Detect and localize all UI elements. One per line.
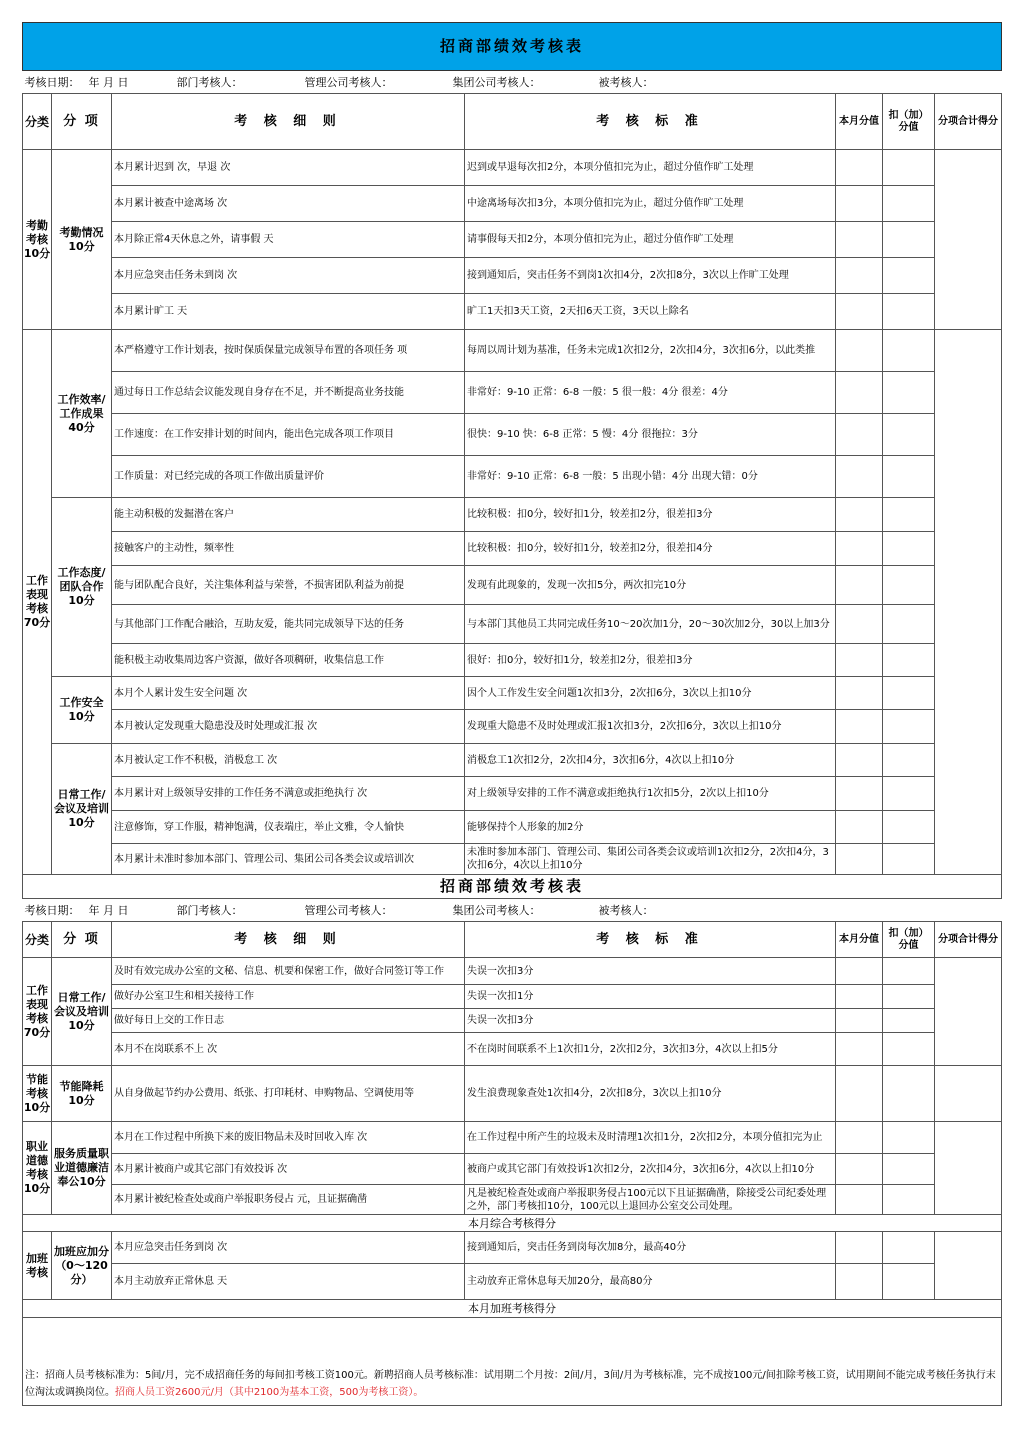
score-cell[interactable]: [836, 294, 883, 330]
header-standard: 考 核 标 准: [465, 94, 836, 150]
standard-cell: 因个人工作发生安全问题1次扣3分，2次扣6分，3次以上扣10分: [465, 677, 836, 710]
score-cell[interactable]: [836, 958, 883, 985]
mgmt-reviewer-label: 管理公司考核人：: [304, 903, 393, 917]
score-cell[interactable]: [836, 1122, 883, 1154]
page-title: 招商部绩效考核表: [23, 23, 1002, 71]
rule-cell: 本月被认定发现重大隐患没及时处理或汇报 次: [112, 710, 465, 744]
deduct-cell[interactable]: [883, 566, 935, 605]
deduct-cell[interactable]: [883, 222, 935, 258]
standard-cell: 接到通知后，突击任务到岗每次加8分，最高40分: [465, 1232, 836, 1264]
standard-cell: 凡是被纪检查处或商户举报职务侵占100元以下且证据确凿，除接受公司纪委处理之外，部门考核扣10分，100元以上退回办公室交公司处理。: [465, 1185, 836, 1215]
rule-cell: 本月应急突击任务未到岗 次: [112, 258, 465, 294]
rule-cell: 本月主动放弃正常休息 天: [112, 1264, 465, 1300]
item-attendance: 考勤情况10分: [52, 150, 112, 330]
deduct-cell[interactable]: [883, 605, 935, 644]
date-value: 年 月 日: [88, 75, 129, 89]
rule-cell: 能与团队配合良好，关注集体利益与荣誉，不损害团队利益为前提: [112, 566, 465, 605]
score-cell[interactable]: [836, 222, 883, 258]
score-cell[interactable]: [836, 414, 883, 456]
date-label: 考核日期：: [24, 75, 80, 89]
rule-cell: 做好办公室卫生和相关接待工作: [112, 985, 465, 1009]
rule-cell: 能积极主动收集周边客户资源，做好各项稠研，收集信息工作: [112, 644, 465, 677]
deduct-cell[interactable]: [883, 644, 935, 677]
rule-cell: 工作速度：在工作安排计划的时间内，能出色完成各项工作项目: [112, 414, 465, 456]
item-ethics: 服务质量职业道德廉洁奉公10分: [52, 1122, 112, 1215]
header-rules: 考 核 细 则: [112, 94, 465, 150]
standard-cell: 非常好：9-10 正常：6-8 一般：5 很一般：4分 很差：4分: [465, 372, 836, 414]
rule-cell: 本月累计被纪检查处或商户举报职务侵占 元，且证据确凿: [112, 1185, 465, 1215]
dept-reviewer-label: 部门考核人：: [176, 903, 243, 917]
category-performance: 工作表现考核70分: [23, 330, 52, 875]
score-cell[interactable]: [836, 372, 883, 414]
rule-cell: 本严格遵守工作计划表，按时保质保量完成领导布置的各项任务 项: [112, 330, 465, 372]
score-cell[interactable]: [836, 566, 883, 605]
deduct-cell[interactable]: [883, 710, 935, 744]
header-category: 分类: [23, 94, 52, 150]
reviewee-label: 被考核人：: [598, 903, 654, 917]
appraisal-sheet: [22, 22, 1001, 1406]
score-cell[interactable]: [836, 1154, 883, 1185]
deduct-cell[interactable]: [883, 1232, 935, 1264]
date-label: 考核日期：: [24, 903, 80, 917]
item-daily: 日常工作/会议及培训10分: [52, 744, 112, 875]
rule-cell: 能主动积极的发掘潜在客户: [112, 498, 465, 532]
rule-cell: 本月除正常4天休息之外，请事假 天: [112, 222, 465, 258]
standard-cell: 被商户或其它部门有效投诉1次扣2分，2次扣4分，3次扣6分，4次以上扣10分: [465, 1154, 836, 1185]
deduct-cell[interactable]: [883, 958, 935, 985]
category-ethics: 职业道德考核10分: [23, 1122, 52, 1215]
score-cell[interactable]: [836, 258, 883, 294]
standard-cell: 消极怠工1次扣2分，2次扣4分，3次扣6分，4次以上扣10分: [465, 744, 836, 777]
header-monthly-score: 本月分值: [836, 922, 883, 958]
standard-cell: 中途离场每次扣3分，本项分值扣完为止，超过分值作旷工处理: [465, 186, 836, 222]
rule-cell: 本月应急突击任务到岗 次: [112, 1232, 465, 1264]
subtotal-cell[interactable]: [935, 1122, 1002, 1215]
deduct-cell[interactable]: [883, 1154, 935, 1185]
item-efficiency: 工作效率/工作成果40分: [52, 330, 112, 498]
header-standard: 考 核 标 准: [465, 922, 836, 958]
rule-cell: 本月不在岗联系不上 次: [112, 1033, 465, 1066]
rule-cell: 本月累计对上级领导安排的工作任务不满意或拒绝执行 次: [112, 777, 465, 811]
mgmt-reviewer-label: 管理公司考核人：: [304, 75, 393, 89]
footnote: [23, 1318, 1002, 1406]
header-subtotal: 分项合计得分: [935, 922, 1002, 958]
standard-cell: 未准时参加本部门、管理公司、集团公司各类会议或培训1次扣2分，2次扣4分，3次扣6分，4次以上扣10分: [465, 844, 836, 875]
deduct-cell[interactable]: [883, 330, 935, 372]
deduct-cell[interactable]: [883, 1122, 935, 1154]
rule-cell: 做好每日上交的工作日志: [112, 1009, 465, 1033]
deduct-cell[interactable]: [883, 811, 935, 844]
standard-cell: 不在岗时间联系不上1次扣1分，2次扣2分，3次扣3分，4次以上扣5分: [465, 1033, 836, 1066]
standard-cell: 失误一次扣3分: [465, 1009, 836, 1033]
header-item: 分 项: [52, 94, 112, 150]
deduct-cell[interactable]: [883, 372, 935, 414]
standard-cell: 与本部门其他员工共同完成任务10～20次加1分，20～30次加2分，30以上加3分: [465, 605, 836, 644]
item-safety: 工作安全10分: [52, 677, 112, 744]
rule-cell: 与其他部门工作配合融洽，互助友爱，能共同完成领导下达的任务: [112, 605, 465, 644]
standard-cell: 发现有此现象的，发现一次扣5分，两次扣完10分: [465, 566, 836, 605]
deduct-cell[interactable]: [883, 258, 935, 294]
deduct-cell[interactable]: [883, 744, 935, 777]
score-cell[interactable]: [836, 1264, 883, 1300]
rule-cell: 本月在工作过程中所换下来的废旧物品未及时回收入库 次: [112, 1122, 465, 1154]
standard-cell: 能够保持个人形象的加2分: [465, 811, 836, 844]
rule-cell: 本月被认定工作不积极，消极怠工 次: [112, 744, 465, 777]
item-attitude: 工作态度/团队合作10分: [52, 498, 112, 677]
standard-cell: 比较积极：扣0分，较好扣1分，较差扣2分，很差扣4分: [465, 532, 836, 566]
header-monthly-score: 本月分值: [836, 94, 883, 150]
rule-cell: 本月累计旷工 天: [112, 294, 465, 330]
category-overtime: 加班考核: [23, 1232, 52, 1300]
score-cell[interactable]: [836, 456, 883, 498]
deduct-cell[interactable]: [883, 186, 935, 222]
subtotal-cell[interactable]: [935, 150, 1002, 330]
score-cell[interactable]: [836, 844, 883, 875]
standard-cell: 非常好：9-10 正常：6-8 一般：5 出现小错：4分 出现大错：0分: [465, 456, 836, 498]
score-cell[interactable]: [836, 677, 883, 710]
subtotal-cell[interactable]: [935, 330, 1002, 875]
info-row: [23, 71, 1002, 94]
deduct-cell[interactable]: [883, 150, 935, 186]
appraisal-table: [22, 22, 1002, 1406]
header-deduct-add: 扣（加）分值: [883, 94, 935, 150]
rule-cell: 工作质量：对已经完成的各项工作做出质量评价: [112, 456, 465, 498]
reviewee-label: 被考核人：: [598, 75, 654, 89]
score-cell[interactable]: [836, 498, 883, 532]
deduct-cell[interactable]: [883, 844, 935, 875]
score-cell[interactable]: [836, 1009, 883, 1033]
deduct-cell[interactable]: [883, 532, 935, 566]
header-subtotal: 分项合计得分: [935, 94, 1002, 150]
standard-cell: 很快：9-10 快：6-8 正常：5 慢：4分 很拖拉：3分: [465, 414, 836, 456]
rule-cell: 本月累计被商户或其它部门有效投诉 次: [112, 1154, 465, 1185]
score-cell[interactable]: [836, 644, 883, 677]
rule-cell: 接触客户的主动性，频率性: [112, 532, 465, 566]
standard-cell: 失误一次扣3分: [465, 958, 836, 985]
score-cell[interactable]: [836, 532, 883, 566]
score-cell[interactable]: [836, 985, 883, 1009]
item-overtime: 加班应加分（0～120分）: [52, 1232, 112, 1300]
page-title-repeat: 招商部绩效考核表: [23, 875, 1002, 899]
deduct-cell[interactable]: [883, 414, 935, 456]
footnote-salary: 招商人员工资2600元/月（其中2100为基本工资，500为考核工资）。: [115, 1387, 424, 1398]
overtime-total-row: 本月加班考核得分: [23, 1300, 1002, 1318]
standard-cell: 比较积极：扣0分，较好扣1分，较差扣2分，很差扣3分: [465, 498, 836, 532]
info-row-repeat: [23, 899, 1002, 922]
standard-cell: 每周以周计划为基准，任务未完成1次扣2分，2次扣4分，3次扣6分，以此类推: [465, 330, 836, 372]
dept-reviewer-label: 部门考核人：: [176, 75, 243, 89]
rule-cell: 本月累计未准时参加本部门、管理公司、集团公司各类会议或培训次: [112, 844, 465, 875]
deduct-cell[interactable]: [883, 1066, 935, 1122]
score-cell[interactable]: [836, 605, 883, 644]
score-cell[interactable]: [836, 150, 883, 186]
deduct-cell[interactable]: [883, 777, 935, 811]
subtotal-cell[interactable]: [935, 958, 1002, 1066]
group-reviewer-label: 集团公司考核人：: [452, 903, 541, 917]
date-value: 年 月 日: [88, 903, 129, 917]
rule-cell: 本月累计迟到 次，早退 次: [112, 150, 465, 186]
group-reviewer-label: 集团公司考核人：: [452, 75, 541, 89]
standard-cell: 失误一次扣1分: [465, 985, 836, 1009]
score-cell[interactable]: [836, 1066, 883, 1122]
standard-cell: 很好：扣0分，较好扣1分，较差扣2分，很差扣3分: [465, 644, 836, 677]
score-cell[interactable]: [836, 1033, 883, 1066]
standard-cell: 请事假每天扣2分，本项分值扣完为止，超过分值作旷工处理: [465, 222, 836, 258]
score-cell[interactable]: [836, 811, 883, 844]
standard-cell: 对上级领导安排的工作不满意或拒绝执行1次扣5分，2次以上扣10分: [465, 777, 836, 811]
header-deduct-add: 扣（加）分值: [883, 922, 935, 958]
standard-cell: 发生浪费现象查处1次扣4分，2次扣8分，3次以上扣10分: [465, 1066, 836, 1122]
header-rules: 考 核 细 则: [112, 922, 465, 958]
standard-cell: 接到通知后，突击任务不到岗1次扣4分，2次扣8分，3次以上作旷工处理: [465, 258, 836, 294]
standard-cell: 主动放弃正常休息每天加20分，最高80分: [465, 1264, 836, 1300]
deduct-cell[interactable]: [883, 294, 935, 330]
header-category: 分类: [23, 922, 52, 958]
score-cell[interactable]: [836, 1185, 883, 1215]
score-cell[interactable]: [836, 744, 883, 777]
monthly-total-row: 本月综合考核得分: [23, 1215, 1002, 1232]
deduct-cell[interactable]: [883, 1185, 935, 1215]
deduct-cell[interactable]: [883, 677, 935, 710]
rule-cell: 从自身做起节约办公费用、纸张、打印耗材、申购物品、空调使用等: [112, 1066, 465, 1122]
deduct-cell[interactable]: [883, 985, 935, 1009]
deduct-cell[interactable]: [883, 1033, 935, 1066]
score-cell[interactable]: [836, 777, 883, 811]
standard-cell: 在工作过程中所产生的垃圾未及时清理1次扣1分，2次扣2分，本项分值扣完为止: [465, 1122, 836, 1154]
score-cell[interactable]: [836, 1232, 883, 1264]
rule-cell: 本月累计被查中途离场 次: [112, 186, 465, 222]
subtotal-cell[interactable]: [935, 1232, 1002, 1300]
deduct-cell[interactable]: [883, 1264, 935, 1300]
score-cell[interactable]: [836, 186, 883, 222]
rule-cell: 及时有效完成办公室的文秘、信息、机要和保密工作，做好合同签订等工作: [112, 958, 465, 985]
rule-cell: 注意修饰，穿工作服，精神饱满，仪表端庄，举止文雅，令人愉快: [112, 811, 465, 844]
footnote-text: 注：招商人员考核标准为：5间/月，完不成招商任务的每间扣考核工资100元。新聘招商人员考核标准：试用期二个月按：2间/月，3间/月为考核标准，完不成按100元/间扣除考核工资，试用期间不能完成考核任务执行末位淘汰或调换岗位。: [25, 1370, 996, 1398]
deduct-cell[interactable]: [883, 498, 935, 532]
deduct-cell[interactable]: [883, 456, 935, 498]
deduct-cell[interactable]: [883, 1009, 935, 1033]
standard-cell: 迟到或早退每次扣2分，本项分值扣完为止，超过分值作旷工处理: [465, 150, 836, 186]
item-energy: 节能降耗10分: [52, 1066, 112, 1122]
category-attendance: 考勤考核10分: [23, 150, 52, 330]
subtotal-cell[interactable]: [935, 1066, 1002, 1122]
standard-cell: 发现重大隐患不及时处理或汇报1次扣3分，2次扣6分，3次以上扣10分: [465, 710, 836, 744]
category-energy: 节能考核10分: [23, 1066, 52, 1122]
rule-cell: 通过每日工作总结会议能发现自身存在不足，并不断提高业务技能: [112, 372, 465, 414]
score-cell[interactable]: [836, 710, 883, 744]
category-performance-2: 工作表现考核70分: [23, 958, 52, 1066]
score-cell[interactable]: [836, 330, 883, 372]
standard-cell: 旷工1天扣3天工资，2天扣6天工资，3天以上除名: [465, 294, 836, 330]
header-item: 分 项: [52, 922, 112, 958]
rule-cell: 本月个人累计发生安全问题 次: [112, 677, 465, 710]
item-daily-2: 日常工作/会议及培训10分: [52, 958, 112, 1066]
